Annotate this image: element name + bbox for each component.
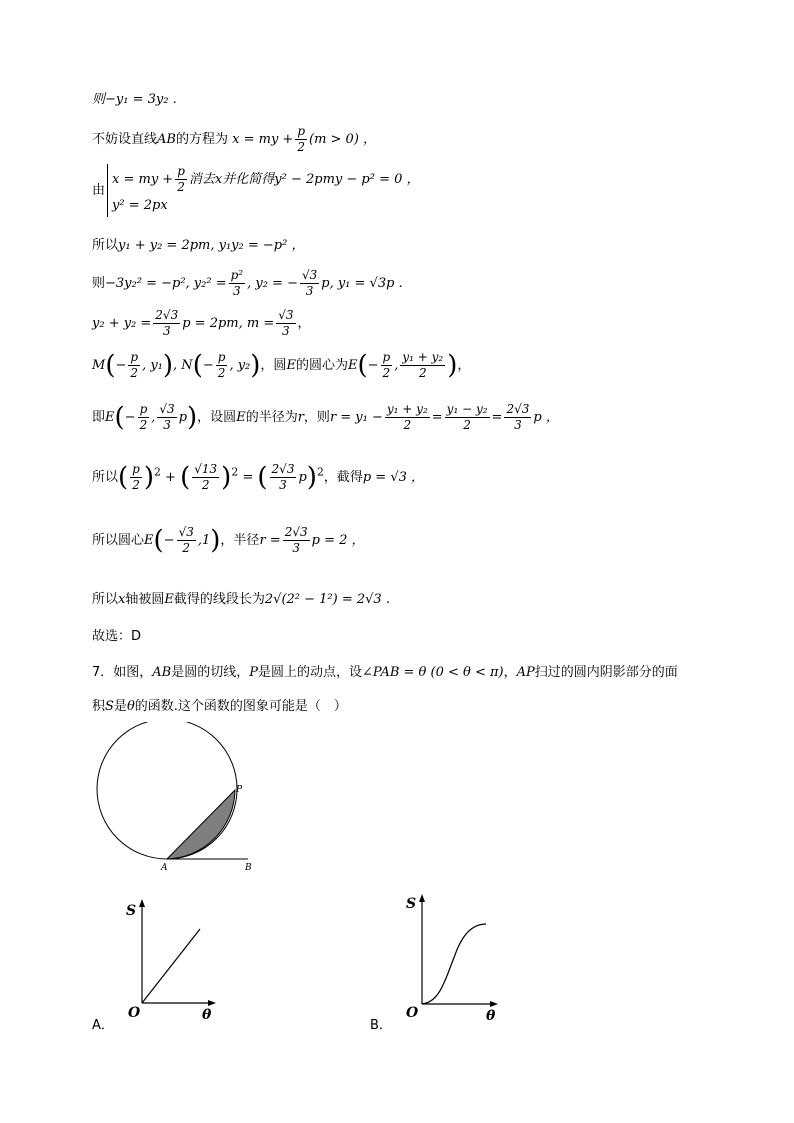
text: ，设圆 <box>197 410 237 425</box>
numerator: p <box>297 124 305 138</box>
numerator: √3 <box>278 308 294 322</box>
label-p: P <box>236 785 243 795</box>
numerator: 2√3 <box>271 462 295 476</box>
numerator: 2√3 <box>155 308 179 322</box>
x-arrow <box>208 1000 216 1006</box>
text: θ <box>126 699 135 714</box>
fraction <box>385 402 430 433</box>
solution-line-10: 所以圆心E(− $\frac{√3}{2}$ ,1)，半径r = $\frac{2√3}{3}$ p = 2 ， <box>92 525 365 556</box>
denominator: 3 <box>292 541 300 555</box>
y-arrow <box>139 899 145 907</box>
text: ，截得 <box>323 470 363 485</box>
solution-line-5 <box>92 268 403 299</box>
denominator: 3 <box>305 284 314 298</box>
fraction <box>192 462 219 493</box>
fraction <box>130 462 142 493</box>
text: 7．如图， <box>92 665 153 680</box>
text: 所以圆心 <box>92 533 145 548</box>
text: 即 <box>92 410 106 425</box>
text: , y₂ = − <box>247 276 298 291</box>
text: 所以 <box>92 592 119 607</box>
denominator: 3 <box>282 324 290 338</box>
solution-line-8: 即E(− $\frac{p}{2}$ , $\frac{√3}{3}$ p)，设圆E的半径为r，则r = y₁ − $\frac{\text{y₁ + y₂}}{2}$ = $\frac{\text{y₁ − y₂}}{2}$ = $\frac{2√3}{3}$ p ， <box>92 402 559 433</box>
axis-s-label: S <box>126 903 137 919</box>
numerator: p <box>139 402 148 416</box>
denominator: 2 <box>130 366 139 380</box>
numerator: p <box>217 350 226 364</box>
text: p ， <box>533 410 559 425</box>
text: 所以 <box>92 470 119 485</box>
equation-system <box>107 164 419 217</box>
numerator: 2√3 <box>506 402 530 416</box>
fraction <box>270 462 297 493</box>
shaded-region <box>167 790 235 859</box>
text: −3y₂² = −p², y₂² = <box>105 276 227 291</box>
text: ，则 <box>303 410 330 425</box>
fraction <box>216 350 228 381</box>
text: A． <box>92 1018 114 1033</box>
solution-line-4 <box>92 234 304 253</box>
text: (m > 0) ， <box>309 132 377 147</box>
numerator: √3 <box>159 402 175 416</box>
text: AP <box>516 665 535 680</box>
text: p = √3 ， <box>362 470 425 485</box>
text: 消去 <box>188 172 215 187</box>
solution-line-2 <box>92 124 376 155</box>
text: E <box>144 533 154 548</box>
text: x = my + <box>232 132 294 147</box>
fraction <box>381 350 393 381</box>
fraction <box>128 350 140 381</box>
numerator: p <box>382 350 391 364</box>
text: x = my + <box>112 172 174 187</box>
fraction <box>157 402 176 433</box>
text: E <box>286 358 296 373</box>
text: 是 <box>113 699 127 714</box>
text: ∠PAB = θ (0 < θ < π) <box>362 665 504 680</box>
numerator: y₁ + y₂ <box>386 402 428 416</box>
s-curve <box>422 924 486 1004</box>
axis-theta-label: θ <box>486 1008 496 1024</box>
label-a: A <box>161 863 168 873</box>
fraction <box>300 268 319 299</box>
denominator: 2 <box>132 478 140 492</box>
text: , y₁ <box>142 358 163 373</box>
denominator: 2 <box>382 366 391 380</box>
text: 则 <box>92 276 106 291</box>
denominator: 2 <box>297 140 305 154</box>
numerator: y₁ − y₂ <box>446 402 488 416</box>
denominator: 2 <box>418 366 427 380</box>
fraction <box>295 124 307 155</box>
solution-line-3 <box>92 164 420 217</box>
text: p, y₁ = √3p . <box>321 276 403 291</box>
numerator: p <box>177 164 185 178</box>
denominator: 2 <box>201 478 210 492</box>
solution-line-6 <box>92 308 311 339</box>
text: ， <box>457 358 471 373</box>
text: 是圆的切线， <box>171 665 250 680</box>
text: ， <box>297 316 311 331</box>
text: y² − 2pmy − p² = 0 ， <box>274 172 420 187</box>
text: p = 2 ， <box>311 533 365 548</box>
numerator: p <box>130 350 139 364</box>
text: 积 <box>92 699 106 714</box>
fraction <box>153 308 180 339</box>
numerator: √13 <box>194 462 218 476</box>
text: E <box>105 410 115 425</box>
option-a-label[interactable] <box>92 1014 114 1033</box>
fraction <box>445 402 490 433</box>
fraction <box>276 308 295 339</box>
text: r = <box>259 533 281 548</box>
denominator: 3 <box>279 478 287 492</box>
solution-line-11 <box>92 588 390 607</box>
text: y₂ + y₂ = <box>92 316 152 331</box>
x-arrow <box>490 1001 498 1007</box>
text: 是圆上的动点，设 <box>258 665 363 680</box>
solution-line-1 <box>92 88 177 107</box>
text: p = 2pm, m = <box>182 316 275 331</box>
text: E <box>236 410 246 425</box>
fraction <box>283 525 310 556</box>
axis-theta-label: θ <box>202 1007 212 1023</box>
text: 轴被圆 <box>125 592 165 607</box>
option-b-graph <box>400 890 510 1025</box>
numerator: 2√3 <box>284 525 308 539</box>
text: 2√(2² − 1²) = 2√3 . <box>264 592 390 607</box>
denominator: 2 <box>217 366 226 380</box>
text: x <box>118 592 126 607</box>
denominator: 3 <box>233 284 241 298</box>
fraction <box>138 402 150 433</box>
denominator: 3 <box>162 324 171 338</box>
text: y² = 2px <box>112 198 168 213</box>
text: AB <box>152 665 172 680</box>
numerator: p <box>132 462 140 476</box>
text: r <box>297 410 304 425</box>
numerator: √3 <box>178 525 194 539</box>
text: p <box>178 410 188 425</box>
option-a-graph <box>120 895 220 1025</box>
y-arrow <box>419 894 425 902</box>
solution-line-9: 所以( $\frac{p}{2}$ )$^2$ + ( $\frac{√13}{2}$ )$^2$ = ( $\frac{2√3}{3}$ p)$^2$，截得p = √3 ， <box>92 462 425 493</box>
text: r = y₁ − <box>329 410 383 425</box>
text: ，圆 <box>260 358 287 373</box>
text: 截得的线段长为 <box>173 592 265 607</box>
numerator: y₁ + y₂ <box>402 350 444 364</box>
option-b-label[interactable] <box>370 1014 392 1033</box>
text: 的方程为 <box>175 132 228 147</box>
text: ， <box>503 665 517 680</box>
text: E <box>164 592 174 607</box>
text: 的半径为 <box>245 410 298 425</box>
text: p <box>298 470 307 485</box>
question-7-line-2 <box>92 695 347 714</box>
text: M <box>92 358 106 373</box>
fraction <box>229 268 246 299</box>
fraction <box>504 402 531 433</box>
label-b: B <box>245 863 252 873</box>
text: 的函数.这个函数的图象可能是（ ） <box>134 699 347 714</box>
text: S <box>105 699 114 714</box>
numerator: p² <box>230 268 244 282</box>
circle-tangent-figure <box>90 722 270 880</box>
text: , y₂ <box>229 358 251 373</box>
fraction <box>177 525 196 556</box>
text: 由 <box>92 183 106 198</box>
text: 的圆心为 <box>295 358 348 373</box>
denominator: 3 <box>163 418 171 432</box>
origin-label: O <box>406 1005 419 1021</box>
linear-curve <box>142 929 200 1003</box>
text: ，半径 <box>220 533 260 548</box>
text: 并化简得 <box>222 172 275 187</box>
text: 扫过的圆内阴影部分的面 <box>534 665 678 680</box>
answer-line <box>92 625 141 644</box>
fraction <box>175 164 187 195</box>
origin-label: O <box>128 1005 141 1021</box>
numerator: √3 <box>301 268 318 282</box>
denominator: 2 <box>463 418 471 432</box>
text: , N <box>173 358 193 373</box>
text: 所以 <box>92 238 119 253</box>
text: 不妨设直线 <box>92 132 158 147</box>
denominator: 2 <box>403 418 412 432</box>
question-7-line-1 <box>92 661 678 680</box>
denominator: 2 <box>177 180 185 194</box>
text: E <box>347 358 358 373</box>
text: 则−y₁ = 3y₂ . <box>92 92 177 107</box>
text: ,1 <box>197 533 211 548</box>
text: B． <box>370 1018 392 1033</box>
solution-line-7: M(− $\frac{p}{2}$ , y₁), N(− $\frac{p}{2}$ , y₂)，圆E的圆心为E(− $\frac{p}{2}$ , $\frac{\text{y₁ + y₂}}{2}$ )， <box>92 350 471 381</box>
fraction <box>400 350 445 381</box>
text: x <box>214 172 223 187</box>
circle <box>97 722 237 859</box>
denominator: 2 <box>139 418 148 432</box>
denominator: 3 <box>514 418 522 432</box>
text: P <box>249 665 258 680</box>
text: AB <box>157 132 176 147</box>
text: y₁ + y₂ = 2pm, y₁y₂ = −p² ， <box>118 238 305 253</box>
denominator: 2 <box>182 541 191 555</box>
axis-s-label: S <box>406 896 417 912</box>
answer-text: 故选：D <box>92 629 142 644</box>
